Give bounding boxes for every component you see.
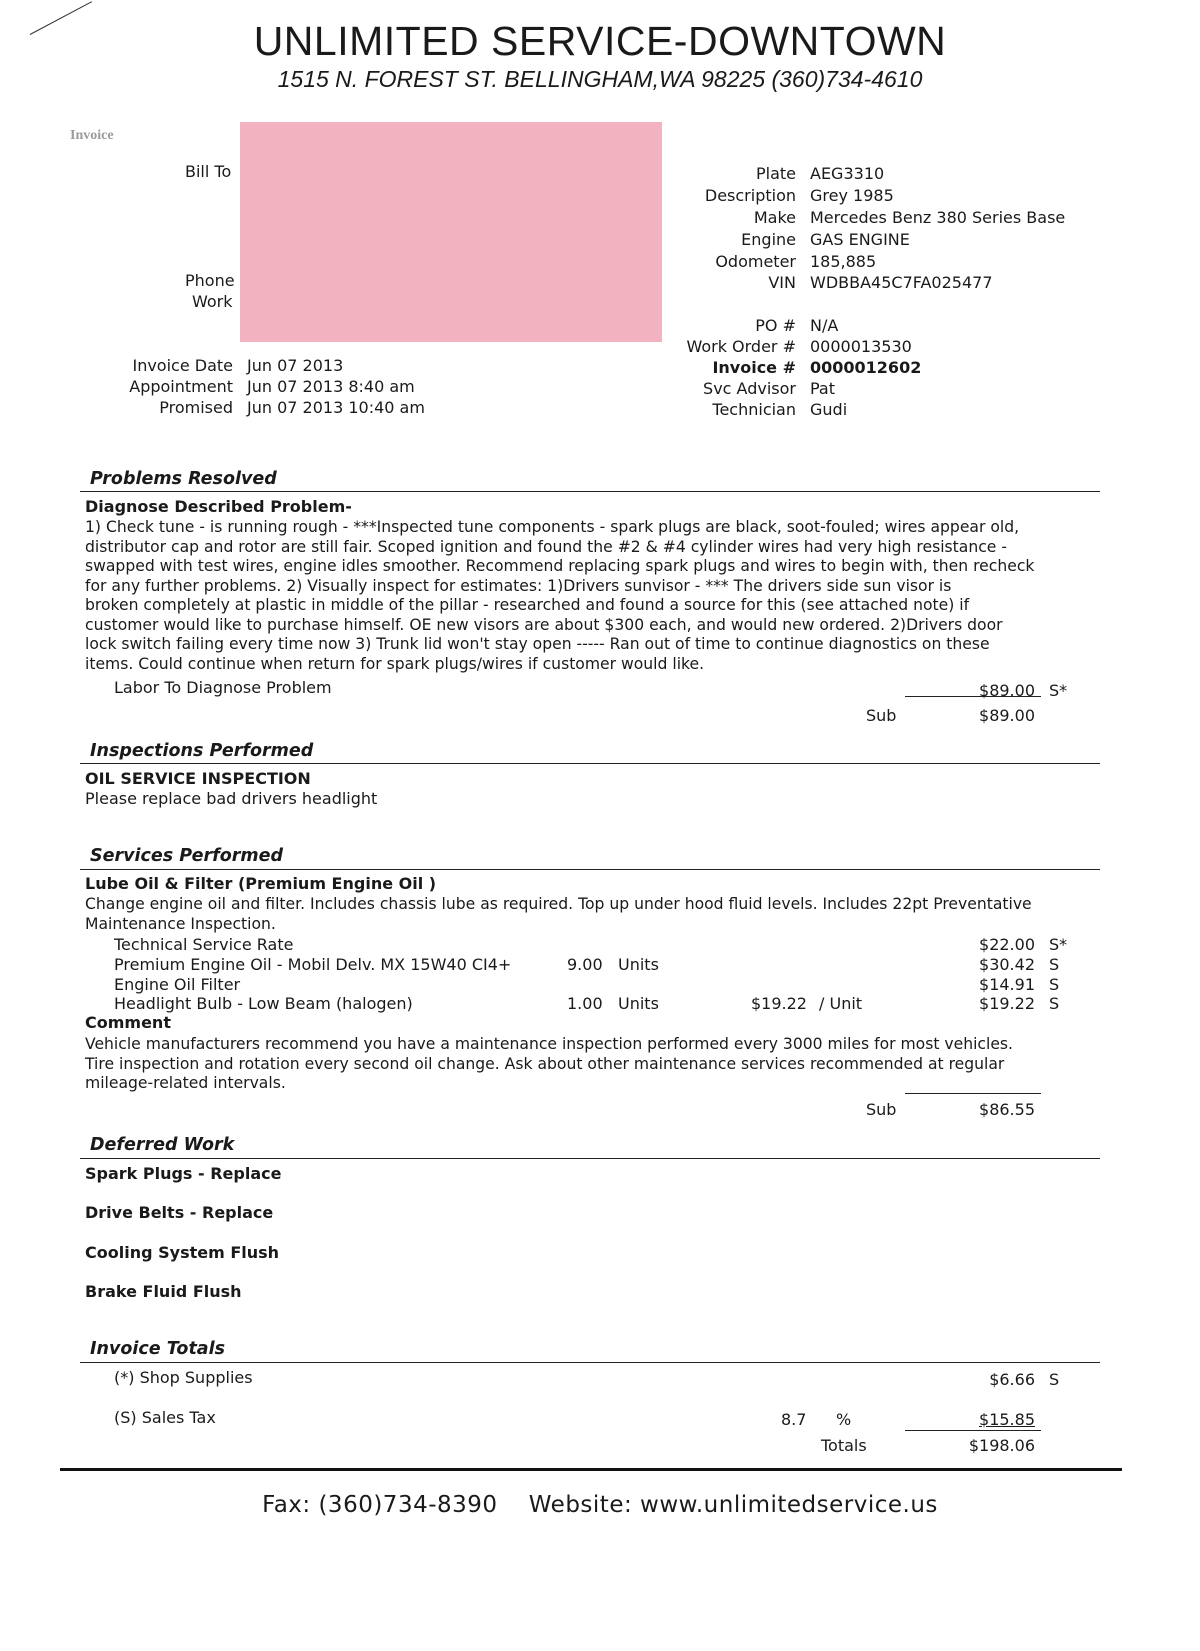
vin-value: WDBBA45C7FA025477 [810,273,993,292]
problems-sub-label: Sub [866,706,897,725]
phone-label: Phone [185,271,235,290]
plate-value: AEG3310 [810,164,885,183]
problems-rule [80,491,1100,492]
services-rule [80,869,1100,870]
problems-line: 1) Check tune - is running rough - ***Inspected tune components - spark plugs are black, soot-fouled; wires appear old, [85,518,1020,536]
work-label: Work [192,292,233,311]
service-item-units: Units [618,955,659,974]
service-item-flag: S [1049,975,1060,994]
work-order-value: 0000013530 [810,337,912,356]
service-item-amount: $22.00 [979,935,1035,954]
problems-title: Diagnose Described Problem- [85,497,352,516]
problems-line: distributor cap and rotor are still fair. Scoped ignition and found the #2 & #4 cylinder wires had very high resistance - [85,537,1007,556]
deferred-item: Brake Fluid Flush [85,1282,242,1301]
invoice-date-value: Jun 07 2013 [247,356,344,375]
comment-label: Comment [85,1013,171,1032]
totals-rule [80,1362,1100,1363]
comment-text [85,1035,1095,1094]
description-label: Description [704,186,796,205]
service-item-units: Units [618,994,659,1013]
shop-name: UNLIMITED SERVICE-DOWNTOWN [253,18,947,64]
advisor-value: Pat [810,379,836,398]
services-sub-label: Sub [866,1100,897,1119]
appointment-value: Jun 07 2013 8:40 am [247,377,415,396]
shop-supplies-amount: $6.66 [989,1370,1035,1389]
problems-heading: Problems Resolved [90,469,277,489]
footer-rule [60,1468,1122,1471]
comment-line: Tire inspection and rotation every second oil change. Ask about other maintenance services recommended at regular [85,1054,1005,1073]
service-item-amount: $30.42 [979,955,1035,974]
service-item-name: Headlight Bulb - Low Beam (halogen) [114,994,413,1013]
comment-line: Vehicle manufacturers recommend you have a maintenance inspection performed every 3000 miles for most vehicles. [85,1035,1014,1053]
service-item-name: Technical Service Rate [114,935,294,954]
work-order-label: Work Order # [686,337,796,356]
service-item-unit-price: $19.22 [751,994,807,1013]
deferred-item: Cooling System Flush [85,1243,280,1262]
invoice-date-label: Invoice Date [132,356,233,375]
footer-contact: Fax: (360)734-8390 Website: www.unlimitedservice.us [262,1492,938,1518]
services-sub-underline [905,1093,1041,1094]
service-item-amount: $14.91 [979,975,1035,994]
problems-description [85,518,1095,674]
shop-supplies-flag: S [1049,1370,1060,1389]
technician-value: Gudi [810,400,848,419]
inspections-title: OIL SERVICE INSPECTION [85,769,311,788]
technician-label: Technician [712,400,796,419]
problems-line: items. Could continue when return for spark plugs/wires if customer would like. [85,654,705,673]
problems-line: swapped with test wires, engine idles smoother. Recommend replacing spark plugs and wires to begin with, then recheck [85,557,1035,575]
plate-label: Plate [755,164,796,183]
total-amount: $198.06 [968,1436,1035,1455]
problems-sub-amount: $89.00 [979,706,1035,725]
inspections-note: Please replace bad drivers headlight [85,789,378,808]
shop-supplies-label: (*) Shop Supplies [114,1368,253,1387]
shop-address: 1515 N. FOREST ST. BELLINGHAM,WA 98225 (360)734-4610 [277,66,923,92]
service-item-amount: $19.22 [979,994,1035,1013]
deferred-item: Drive Belts - Replace [85,1203,274,1222]
invoice-watermark-label: Invoice [70,128,114,143]
invoice-number-value: 0000012602 [810,358,922,377]
engine-value: GAS ENGINE [810,230,910,249]
totals-label: Totals [821,1436,867,1455]
deferred-heading: Deferred Work [90,1135,235,1155]
make-value: Mercedes Benz 380 Series Base [810,208,1066,227]
problems-line: for any further problems. 2) Visually inspect for estimates: 1)Drivers sunvisor - *** The drivers side sun visor is [85,576,952,595]
po-label: PO # [755,316,796,335]
problems-line: broken completely at plastic in middle of the pillar - researched and found a source for this (see attached note) if [85,596,970,614]
services-desc-line: Change engine oil and filter. Includes chassis lube as required. Top up under hood fluid levels. Includes 22pt Preventative [85,895,1032,913]
totals-underline [905,1430,1041,1431]
service-item-name: Engine Oil Filter [114,975,241,994]
deferred-rule [80,1158,1100,1159]
service-item-name: Premium Engine Oil - Mobil Delv. MX 15W40 CI4+ [114,955,512,974]
advisor-label: Svc Advisor [703,379,796,398]
po-value: N/A [810,316,839,335]
appointment-label: Appointment [129,377,233,396]
tax-rate: 8.7 [781,1410,807,1429]
totals-heading: Invoice Totals [90,1339,226,1359]
labor-flag: S* [1049,681,1068,700]
engine-label: Engine [741,230,796,249]
make-label: Make [753,208,796,227]
description-value: Grey 1985 [810,186,894,205]
service-item-per: / Unit [819,994,863,1013]
odometer-value: 185,885 [810,252,877,271]
service-item-qty: 9.00 [567,955,603,974]
sales-tax-amount: $15.85 [979,1410,1035,1429]
services-description [85,895,1095,934]
bill-to-label: Bill To [185,162,232,181]
services-sub-amount: $86.55 [979,1100,1035,1119]
odometer-label: Odometer [715,252,796,271]
tax-percent-sign: % [836,1410,852,1429]
comment-line: mileage-related intervals. [85,1074,286,1092]
services-desc-line: Maintenance Inspection. [85,914,276,933]
services-heading: Services Performed [90,846,284,866]
invoice-number-label: Invoice # [712,358,796,377]
inspections-heading: Inspections Performed [90,741,314,761]
labor-label: Labor To Diagnose Problem [114,678,332,697]
sales-tax-label: (S) Sales Tax [114,1408,216,1427]
service-item-flag: S [1049,994,1060,1013]
inspections-rule [80,763,1100,764]
service-item-flag: S [1049,955,1060,974]
deferred-item: Spark Plugs - Replace [85,1164,282,1183]
labor-amount: $89.00 [979,681,1035,700]
promised-label: Promised [159,398,233,417]
problems-line: lock switch failing every time now 3) Trunk lid won't stay open ----- Ran out of time to continue diagnostics on these [85,635,990,653]
vin-label: VIN [768,273,796,292]
promised-value: Jun 07 2013 10:40 am [247,398,425,417]
service-item-flag: S* [1049,935,1068,954]
service-item-qty: 1.00 [567,994,603,1013]
services-title: Lube Oil & Filter (Premium Engine Oil ) [85,874,437,893]
problems-line: customer would like to purchase himself. OE new visors are about $300 each, and would new ordered. 2)Drivers door [85,615,1003,634]
